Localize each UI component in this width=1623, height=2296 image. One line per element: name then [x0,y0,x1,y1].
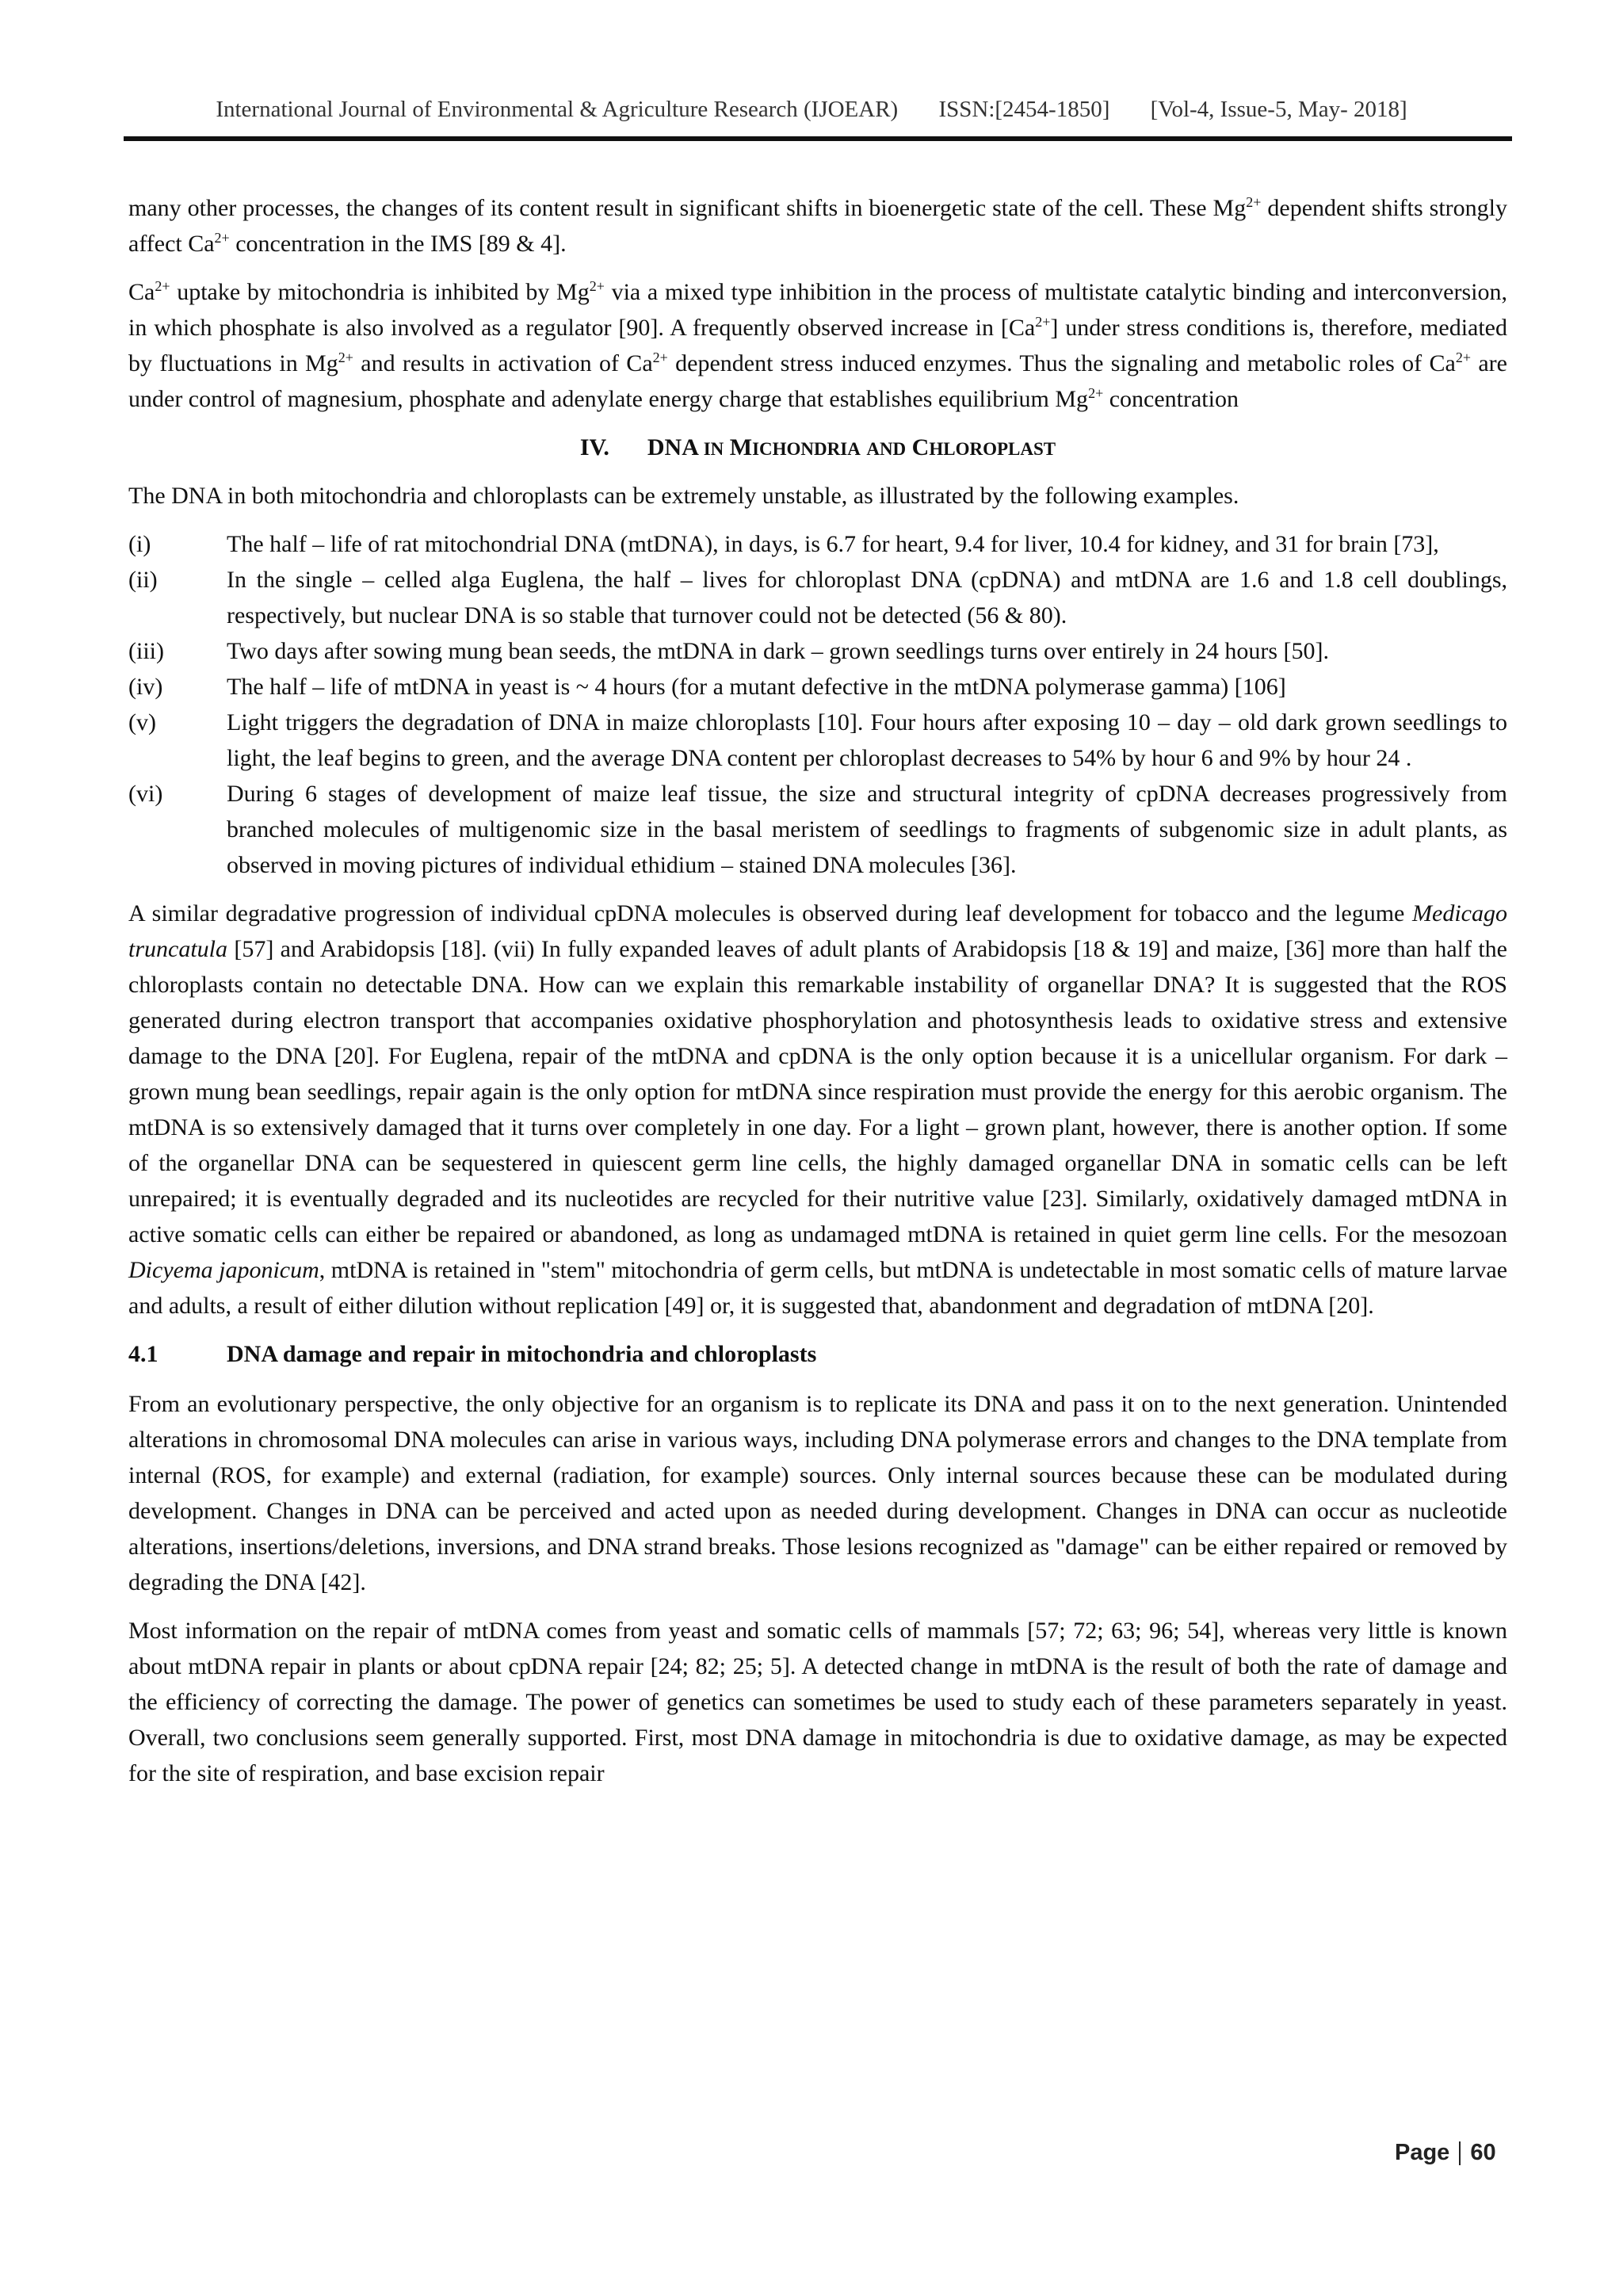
issn: ISSN:[2454-1850] [938,97,1110,122]
section-heading-4 [128,430,1507,467]
evolution-paragraph: From an evolutionary perspective, the only objective for an organism is to replicate its DNA and pass it on to the next generation. Unintended alterations in chromosomal DNA molecules can arise in various ways, including DNA polymerase errors and changes to the DNA template from internal (ROS, for example) and external (radiation, for example) sources. Only internal sources because these can be modulated during development. Changes in DNA can be perceived and acted upon as needed during development. Changes in DNA can occur as nucleotide alterations, insertions/deletions, inversions, and DNA strand breaks. Those lesions recognized as "damage" can be either repaired or removed by degrading the DNA [42]. [128,1391,1507,1595]
list-item: (iii) Two days after sowing mung bean seeds, the mtDNA in dark – grown seedlings turns over entirely in 24 hours [50]. [128,638,1329,664]
page-label: Page [1395,2140,1450,2165]
section-number: IV. [579,434,609,460]
intro-paragraph: many other processes, the changes of its content result in significant shifts in bioenergetic state of the cell. These $Mg^{2+}$ dependent shifts strongly affect $Ca^{2+}$ concentration in the IMS [89 & 4]. [128,194,1507,257]
calcium-paragraph: $Ca^{2+}$ uptake by mitochondria is inhibited by $Mg^{2+}$ via a mixed type inhibition in the process of multistate catalytic binding and interconversion, in which phosphate is also involved as a regulator [90]. A frequently observed increase in $[Ca^{2+}]$ under stress conditions is, therefore, mediated by fluctuations in $Mg^{2+}$ and results in activation of $Ca^{2+}$ dependent stress induced enzymes. Thus the signaling and metabolic roles of $Ca^{2+}$ are under control of magnesium, phosphate and adenylate energy charge that establishes equilibrium $Mg^{2+}$ concentration [128,278,1507,412]
list-item: (i) The half – life of rat mitochondrial DNA (mtDNA), in days, is 6.7 for heart, 9.4 for liver, 10.4 for kidney, and 31 for brain [73], [128,531,1439,557]
subsection-heading-4-1: 4.1 DNA damage and repair in mitochondria and chloroplasts [128,1341,817,1367]
footer-divider [1459,2141,1461,2165]
running-header [0,97,1623,123]
organellar-dna-paragraph: A similar degradative progression of individual cpDNA molecules is observed during leaf development for tobacco and the legume Medicago truncatula [57] and Arabidopsis [18]. (vii) In fully expanded leaves of adult plants of Arabidopsis [18 & 19] and maize, [36] more than half the chloroplasts contain no detectable DNA. How can we explain this remarkable instability of organellar DNA? It is suggested that the ROS generated during electron transport that accompanies oxidative phosphorylation and photosynthesis leads to oxidative stress and extensive damage to the DNA [20]. For Euglena, repair of the mtDNA and cpDNA is the only option because it is a unicellular organism. For dark – grown mung bean seedlings, repair again is the only option for mtDNA since respiration must provide the energy for this aerobic organism. The mtDNA is so extensively damaged that it turns over completely in one day. For a light – grown plant, however, there is another option. If some of the organellar DNA can be sequestered in quiescent germ line cells, the highly damaged organellar DNA in somatic cells can be left unrepaired; it is eventually degraded and its nucleotides are recycled for their nutritive value [23]. Similarly, oxidatively damaged mtDNA in active somatic cells can either be repaired or abandoned, as long as undamaged mtDNA is retained in quiet germ line cells. For the mesozoan Dicyema japonicum, mtDNA is retained in "stem" mitochondria of germ cells, but mtDNA is undetectable in most somatic cells of mature larvae and adults, a result of either dilution without replication [49] or, it is suggested that, abandonment and degradation of mtDNA [20]. [128,900,1508,1319]
page-body [128,190,1507,1804]
list-item: (v) Light triggers the degradation of DNA in maize chloroplasts [10]. Four hours after exposing 10 – day – old dark grown seedlings to light, the leaf begins to green, and the average DNA content per chloroplast decreases to 54% by hour 6 and 9% by hour 24 . [128,709,1507,771]
section-title: DNA IN MICHONDRIA AND CHLOROPLAST [647,434,1056,460]
examples-list [128,526,1507,883]
header-rule [124,136,1512,141]
volume-issue: [Vol-4, Issue-5, May- 2018] [1150,97,1407,122]
repair-paragraph: Most information on the repair of mtDNA comes from yeast and somatic cells of mammals [57; 72; 63; 96; 54], whereas very little is known about mtDNA repair in plants or about cpDNA repair [24; 82; 25; 5]. A detected change in mtDNA is the result of both the rate of damage and the efficiency of correcting the damage. The power of genetics can sometimes be used to study each of these parameters separately in yeast. Overall, two conclusions seem generally supported. First, most DNA damage in mitochondria is due to oxidative damage, as may be expected for the site of respiration, and base excision repair [128,1618,1507,1786]
list-item: (ii) In the single – celled alga Euglena, the half – lives for chloroplast DNA (cpDNA) and mtDNA are 1.6 and 1.8 cell doublings, respectively, but nuclear DNA is so stable that turnover could not be detected (56 & 80). [128,567,1507,628]
section-intro: The DNA in both mitochondria and chloroplasts can be extremely unstable, as illustrated by the following examples. [128,483,1239,509]
page-footer [1395,2140,1496,2166]
journal-title: International Journal of Environmental & Agriculture Research (IJOEAR) [216,97,899,122]
page-number: 60 [1470,2140,1496,2165]
list-item: (vi) During 6 stages of development of maize leaf tissue, the size and structural integrity of cpDNA decreases progressively from branched molecules of multigenomic size in the basal meristem of seedlings to fragments of subgenomic size in adult plants, as observed in moving pictures of individual ethidium – stained DNA molecules [36]. [128,781,1507,878]
list-item: (iv) The half – life of mtDNA in yeast is ~ 4 hours (for a mutant defective in the mtDNA polymerase gamma) [106] [128,674,1286,700]
